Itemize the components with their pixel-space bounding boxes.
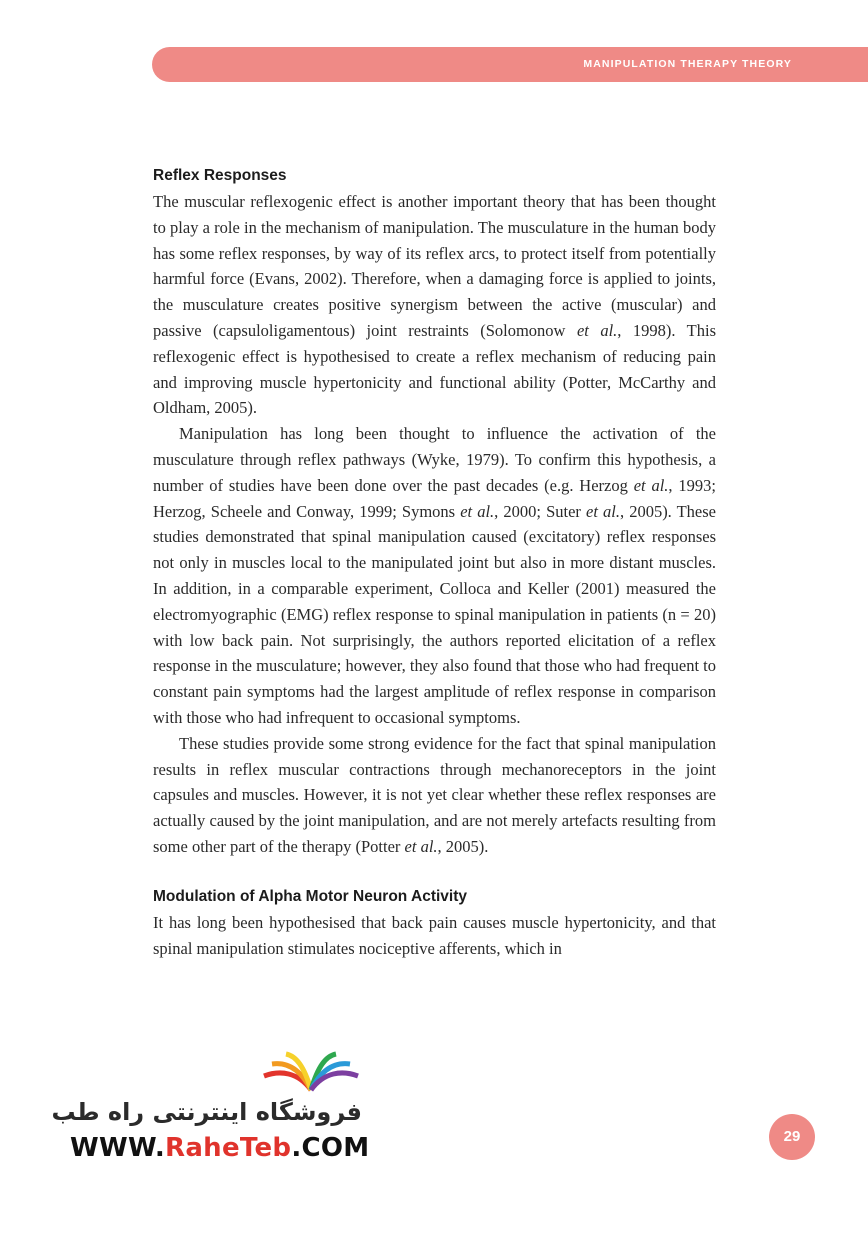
section-heading-alpha-motor-neuron: Modulation of Alpha Motor Neuron Activity — [153, 887, 467, 905]
body-paragraph-1: The muscular reflexogenic effect is another important theory that has been thought to play a role in the mechanism of manipulation. The musculature in the human body has some reflex responses, by way of its reflex arcs, to protect itself from potentially harmful force (Evans, 2002). Therefore, when a damaging force is applied to joints, the musculature creates positive synergism between the active (muscular) and passive (capsuloligamentous) joint restraints (Solomonow et al., 1998). This reflexogenic effect is hypothesised to create a reflex mechanism of reducing pain and improving muscle hypertonicity and functional ability (Potter, McCarthy and Oldham, 2005). — [153, 192, 717, 418]
section-heading-reflex-responses: Reflex Responses — [153, 167, 287, 184]
watermark-url — [70, 1133, 369, 1163]
page-number-badge: 29 — [769, 1114, 815, 1160]
body-paragraph-3: These studies provide some strong evidence for the fact that spinal manipulation results in reflex muscular contractions through mechanoreceptors in the joint capsules and muscles. However, it is not yet clear whether these reflex responses are actually caused by the joint manipulation, and are not merely artefacts resulting from some other part of the therapy (Potter et al., 2005). — [153, 733, 716, 856]
page-body — [153, 163, 716, 961]
body-paragraph-4: It has long been hypothesised that back pain causes muscle hypertonicity, and that spinal manipulation stimulates nociceptive afferents, which in — [153, 912, 716, 958]
watermark-persian-text: فروشگاه اینترنتی راه طب — [51, 1098, 362, 1126]
book-logo-icon — [262, 1050, 360, 1096]
watermark-url-brand: RaheTeb — [165, 1133, 292, 1163]
running-title: MANIPULATION THERAPY THEORY — [583, 58, 792, 70]
watermark-url-suffix: .COM — [291, 1133, 370, 1163]
body-paragraph-2: Manipulation has long been thought to influence the activation of the musculature through reflex pathways (Wyke, 1979). To confirm this hypothesis, a number of studies have been done over the past decades (e.g. Herzog et al., 1993; Herzog, Scheele and Conway, 1999; Symons et al., 2000; Suter et al., 2005). These studies demonstrated that spinal manipulation caused (excitatory) reflex responses not only in muscles local to the manipulated joint but also in more distant muscles. In addition, in a comparable experiment, Colloca and Keller (2001) measured the electromyographic (EMG) reflex response to spinal manipulation in patients (n = 20) with low back pain. Not surprisingly, the authors reported elicitation of a reflex response in the musculature; however, they also found that those who had frequent to constant pain symptoms had the largest amplitude of reflex response in comparison with those who had infrequent to occasional symptoms. — [153, 424, 717, 727]
watermark-url-prefix: WWW. — [70, 1133, 165, 1163]
running-header-bar — [152, 47, 868, 82]
